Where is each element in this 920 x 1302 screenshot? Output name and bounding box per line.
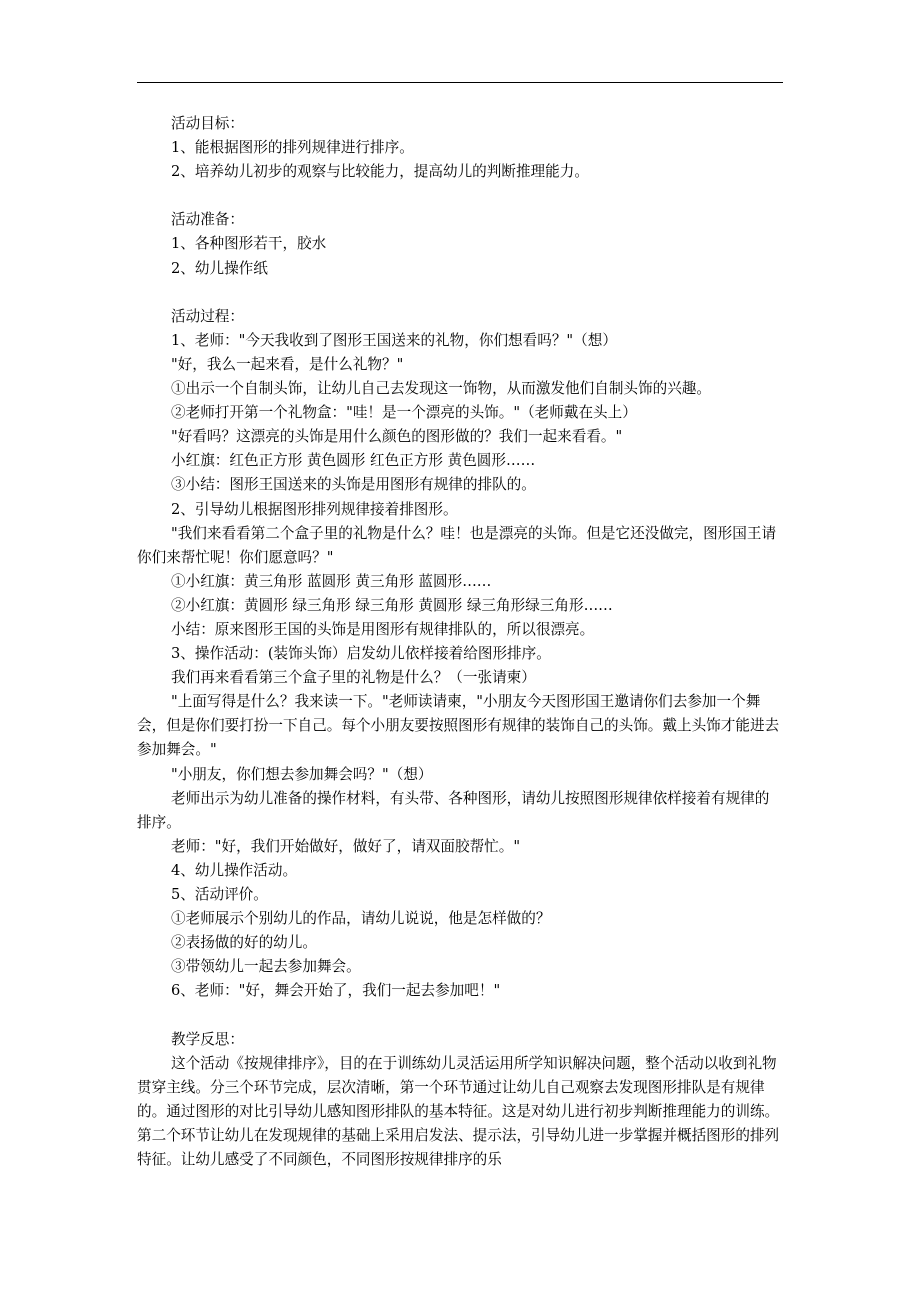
- process-line: ①老师展示个别幼儿的作品，请幼儿说说，他是怎样做的？: [171, 910, 551, 928]
- process-line: 我们再来看看第三个盒子里的礼物是什么？（一张请柬）: [171, 669, 536, 687]
- process-line: "小朋友，你们想去参加舞会吗？"（想）: [171, 765, 433, 783]
- process-line: ②老师打开第一个礼物盒："哇！是一个漂亮的头饰。"（老师戴在头上）: [171, 404, 637, 422]
- process-line: ③带领幼儿一起去参加舞会。: [171, 958, 361, 976]
- process-line: 3、操作活动：(装饰头饰）启发幼儿依样接着给图形排序。: [171, 645, 551, 663]
- reflection-text: 这个活动《按规律排序》，目的在于训练幼儿灵活运用所学知识解决问题，整个活动以收到礼物贯穿主线。分三个环节完成，层次清晰，第一个环节通过让幼儿自己观察去发现图形排队是有规律的。通过图形的对比引导幼儿感知图形排队的基本特征。这是对幼儿进行初步判断推理能力的训练。第二个环节让幼儿在发现规律的基础上采用启发法、提示法，引导幼儿进一步掌握并概括图形的排列特征。让幼儿感受了不同颜色，不同图形按规律排序的乐: [137, 1054, 780, 1169]
- process-line: 4、幼儿操作活动。: [171, 861, 298, 879]
- process-heading: 活动过程：: [171, 307, 244, 325]
- goal-item: 1、能根据图形的排列规律进行排序。: [171, 139, 414, 157]
- goals-heading: 活动目标：: [171, 115, 244, 132]
- process-line: ②表扬做的好的幼儿。: [171, 934, 317, 952]
- process-line: 小红旗：红色正方形 黄色圆形 红色正方形 黄色圆形……: [171, 452, 536, 470]
- prep-item: 1、各种图形若干，胶水: [171, 235, 327, 253]
- process-line: 老师出示为幼儿准备的操作材料，有头带、各种图形，请幼儿按照图形规律依样接着有规律的排序。: [137, 789, 770, 831]
- process-line: 老师："好，我们开始做好，做好了，请双面胶帮忙。": [171, 837, 521, 855]
- prep-heading: 活动准备：: [171, 211, 244, 229]
- process-line: 6、老师："好，舞会开始了，我们一起去参加吧！": [171, 982, 501, 1000]
- reflection-heading: 教学反思：: [171, 1030, 244, 1048]
- process-line: "好看吗？这漂亮的头饰是用什么颜色的图形做的？我们一起来看看。": [171, 428, 623, 446]
- process-line: 2、引导幼儿根据图形排列规律接着排图形。: [171, 500, 458, 518]
- process-line: "上面写得是什么？我来读一下。"老师读请柬，"小朋友今天图形国王邀请你们去参加一个舞会，但是你们要打扮一下自己。每个小朋友要按照图形有规律的装饰自己的头饰。戴上头饰才能进去参加舞会。": [137, 693, 780, 759]
- process-line: 小结：原来图形王国的头饰是用图形有规律排队的，所以很漂亮。: [171, 620, 595, 638]
- process-line: "好，我么一起来看，是什么礼物？": [171, 355, 404, 373]
- prep-item: 2、幼儿操作纸: [171, 259, 268, 277]
- header-rule: [137, 82, 783, 83]
- process-line: "我们来看看第二个盒子里的礼物是什么？哇！也是漂亮的头饰。但是它还没做完，图形国王请你们来帮忙呢！你们愿意吗？": [137, 524, 777, 566]
- process-line: 1、老师："今天我收到了图形王国送来的礼物，你们想看吗？"（想）: [171, 331, 617, 349]
- process-line: 5、活动评价。: [171, 886, 268, 903]
- process-line: ①小红旗：黄三角形 蓝圆形 黄三角形 蓝圆形……: [171, 572, 492, 590]
- process-line: ①出示一个自制头饰，让幼儿自己去发现这一饰物，从而激发他们自制头饰的兴趣。: [171, 380, 711, 398]
- process-line: ②小红旗：黄圆形 绿三角形 绿三角形 黄圆形 绿三角形绿三角形……: [171, 596, 613, 614]
- document-body: [137, 112, 783, 1172]
- process-line: ③小结：图形王国送来的头饰是用图形有规律的排队的。: [171, 476, 536, 494]
- goal-item: 2、培养幼儿初步的观察与比较能力，提高幼儿的判断推理能力。: [171, 163, 589, 181]
